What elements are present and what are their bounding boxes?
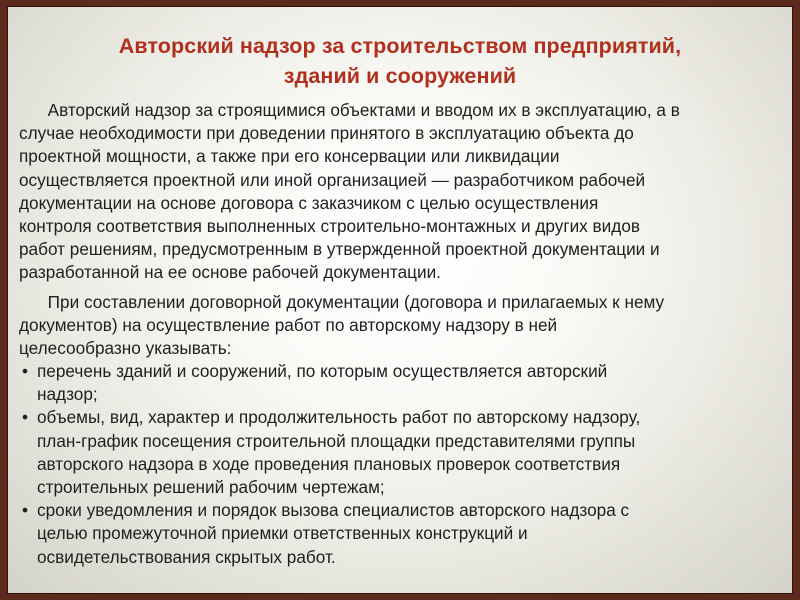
paragraph-line: Авторский надзор за строящимися объектами и вводом их в эксплуатацию, а в [19,100,680,120]
bullet-item-3 [19,499,779,569]
bullet-line: план-график посещения строительной площадки представителями группы [37,430,636,451]
paragraph-line: работ решениям, предусмотренным в утвержденной проектной документации и [19,239,660,260]
slide-title-line-1: Авторский надзор за строительством предприятий, [118,34,682,58]
bullet-text: перечень зданий и сооружений, по которым осуществляется авторский [37,361,608,382]
bullet-line: целью промежуточной приемки ответственных конструкций и [37,523,528,544]
bullet-marker: • [22,500,29,521]
paragraph-line: документации на основе договора с заказчиком с целью осуществления [19,192,599,213]
bullet-marker: • [22,407,29,428]
paragraph-line: целесообразно указывать: [19,337,232,358]
slide-title [38,31,762,91]
slide-title-line-2: зданий и сооружений [283,64,517,88]
slide-body [19,99,779,569]
slide [7,6,793,594]
paragraph-1 [19,99,779,285]
bullet-item-2 [19,406,779,499]
paragraph-line: случае необходимости при доведении принятого в эксплуатацию объекта до [19,123,634,144]
bullet-text: сроки уведомления и порядок вызова специалистов авторского надзора с [37,500,630,521]
bullet-text: объемы, вид, характер и продолжительность работ по авторскому надзору, [37,407,641,428]
bullet-line: авторского надзора в ходе проведения плановых проверок соответствия [37,453,621,474]
paragraph-line: При составлении договорной документации (договора и прилагаемых к нему [19,291,665,312]
bullet-item-1 [19,360,779,406]
paragraph-line: осуществляется проектной или иной организацией — разработчиком рабочей [19,169,646,190]
paragraph-line: разработанной на ее основе рабочей документации. [19,262,441,283]
paragraph-line: проектной мощности, а также при его консервации или ликвидации [19,146,560,167]
bullet-line: освидетельствования скрытых работ. [37,546,336,567]
bullet-list [19,360,779,569]
bullet-line [19,406,779,429]
bullet-line [19,499,779,522]
bullet-line: надзор; [37,384,98,405]
bullet-line: строительных решений рабочим чертежам; [37,477,385,497]
bullet-line [19,360,779,383]
paragraph-2 [19,291,779,361]
paragraph-line: контроля соответствия выполненных строительно-монтажных и других видов [19,215,641,236]
paragraph-line: документов) на осуществление работ по авторскому надзору в ней [19,314,558,335]
bullet-marker: • [22,361,29,382]
